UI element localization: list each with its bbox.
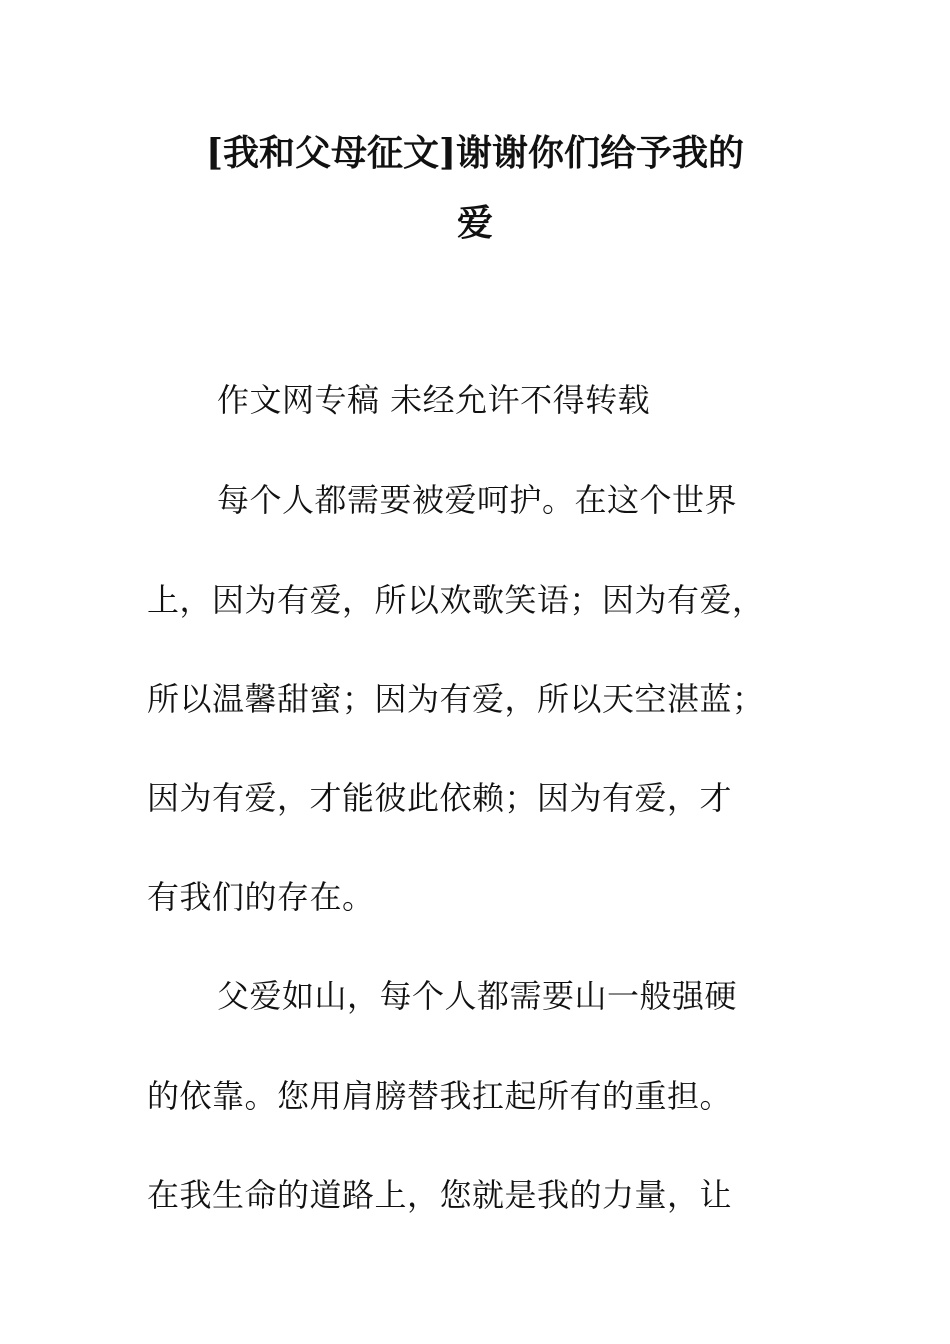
title-line-2: 爱 <box>456 202 493 244</box>
document-title <box>140 118 810 258</box>
byline: 作文网专稿 未经允许不得转载 <box>217 381 651 419</box>
paragraph-line: 的依靠。您用肩膀替我扛起所有的重担。 <box>147 1077 733 1115</box>
paragraph-line: 所以温馨甜蜜；因为有爱，所以天空湛蓝； <box>147 680 765 718</box>
paragraph-line: 每个人都需要被爱呵护。在这个世界 <box>217 481 738 519</box>
paragraph-line: 有我们的存在。 <box>147 878 375 916</box>
paragraph-line: 上，因为有爱，所以欢歌笑语；因为有爱， <box>147 581 765 619</box>
paragraph-line: 因为有爱，才能彼此依赖；因为有爱，才 <box>147 779 733 817</box>
paragraph-line: 父爱如山，每个人都需要山一般强硬 <box>217 977 738 1015</box>
paragraph-line: 在我生命的道路上，您就是我的力量，让 <box>147 1176 733 1214</box>
title-line-1: [我和父母征文]谢谢你们给予我的 <box>205 132 745 174</box>
